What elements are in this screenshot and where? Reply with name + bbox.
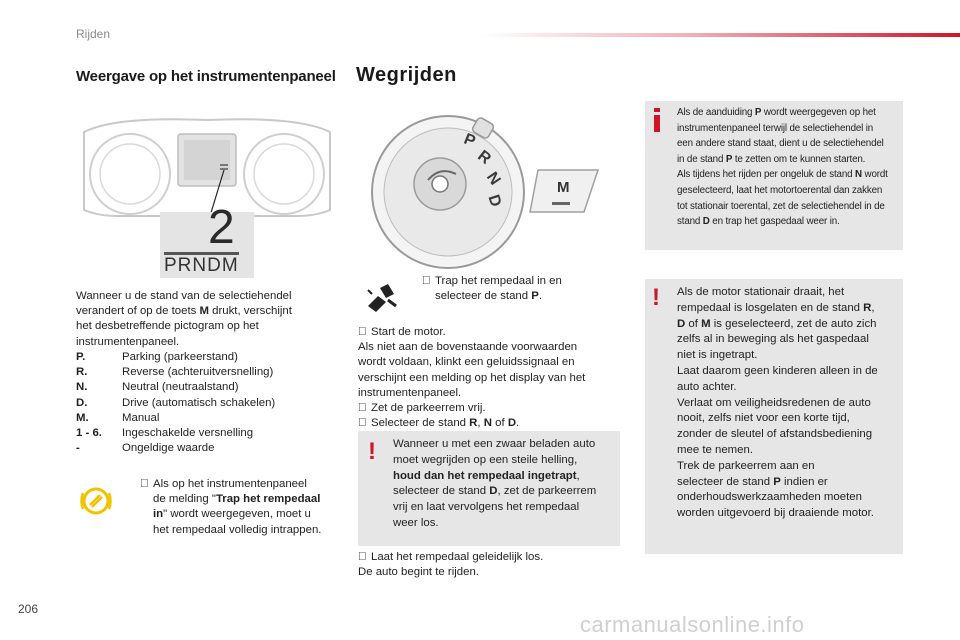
selector-letter-n: N (482, 169, 504, 189)
legend-row-m: M. Manual (76, 411, 160, 424)
foot-on-pedal-icon (364, 280, 400, 314)
warning-icon-idle: ! (652, 284, 660, 311)
start-steps: Start de motor. Als niet aan de bovenstaande voorwaarden wordt voldaan, klinkt een geluidssignaal en verschijnt een melding op het display van het instrumentenpaneel. Zet de parkeerrem vrij. Selecteer de stand R, N of D. (358, 326, 586, 430)
legend-row-p: P. Parking (parkeerstand) (76, 351, 238, 363)
selector-letter-r: R (474, 147, 494, 168)
info-icon-dot (654, 108, 660, 112)
left-section-title: Weergave op het instrumentenpaneel (76, 68, 336, 85)
selector-letter-p: P (461, 130, 478, 151)
brake-pedal-warning-text: Als op het instrumentenpaneel de melding "Trap het rempedaal in" wordt weergegeven, moet u het rempedaal volledig intrappen. (153, 478, 322, 536)
slope-warning-text: Wanneer u met een zwaar beladen auto moet wegrijden op een steile helling, houd dan het rempedaal ingetrapt, selecteer de stand D, zet de parkeerrem vrij en laat vervolgens het rempedaal weer los. (393, 438, 597, 529)
page-number: 206 (18, 602, 39, 616)
warning-icon: ! (368, 438, 376, 465)
legend-row-gears: 1 - 6. Ingeschakelde versnelling (76, 427, 254, 440)
idle-warning-text: Als de motor stationair draait, het rempedaal is losgelaten en de stand R, D of M is geselecteerd, zet de auto zich zelfs al in beweging als het gaspedaal niet is ingetrapt. Laat daarom geen kinderen alleen in de auto achter. Verlaat om veiligheidsredenen de auto nooit, zelfs niet voor een korte tijd, zonder de sleutel of afstandsbediening mee te nemen. Trek de parkeerrem aan en selecteer de stand P indien er onderhoudswerkzaamheden moeten worden uitgevoerd bij draaiende motor. (677, 286, 878, 520)
gear-legend (76, 350, 346, 456)
info-box-text: Als de aanduiding P wordt weergegeven op het instrumentenpaneel terwijl de selectiehendel in een andere stand staat, dient u de selectiehendel in de stand P te zetten om te kunnen starten. Als tijdens het rijden per ongeluk de stand N wordt geselecteerd, laat het motortoerental dan zakken tot stationair toerental, zet de selectiehendel in de stand D en trap het gaspedaal weer in. (677, 107, 888, 228)
right-section-title: Wegrijden (356, 64, 457, 86)
selector-letter-d: D (484, 192, 505, 209)
legend-row-d: D. Drive (automatisch schakelen) (76, 396, 276, 409)
step-press-brake: Trap het rempedaal in en selecteer de stand P. (435, 275, 562, 303)
intro-paragraph: Wanneer u de stand van de selectiehendel verandert of op de toets M drukt, verschijnt het desbetreffende pictogram op het instrumentenpaneel. (76, 290, 292, 348)
release-step: Laat het rempedaal geleidelijk los. De auto begint te rijden. (358, 551, 544, 579)
info-icon (654, 115, 660, 132)
brake-pedal-warning-icon (78, 483, 114, 519)
section-header: Rijden (76, 27, 111, 41)
legend-row-invalid: - Ongeldige waarde (76, 442, 215, 455)
watermark: carmanualsonline.info (580, 612, 805, 637)
legend-row-n: N. Neutral (neutraalstand) (76, 381, 239, 394)
gear-selector-illustration (362, 112, 612, 272)
legend-row-r: R. Reverse (achteruitversnelling) (76, 366, 274, 379)
gear-letters-display: PRNDM (164, 252, 239, 276)
header-accent-bar (480, 33, 960, 37)
gear-digit-display: 2 (208, 201, 235, 254)
manual-mode-button-label: M (557, 179, 570, 196)
